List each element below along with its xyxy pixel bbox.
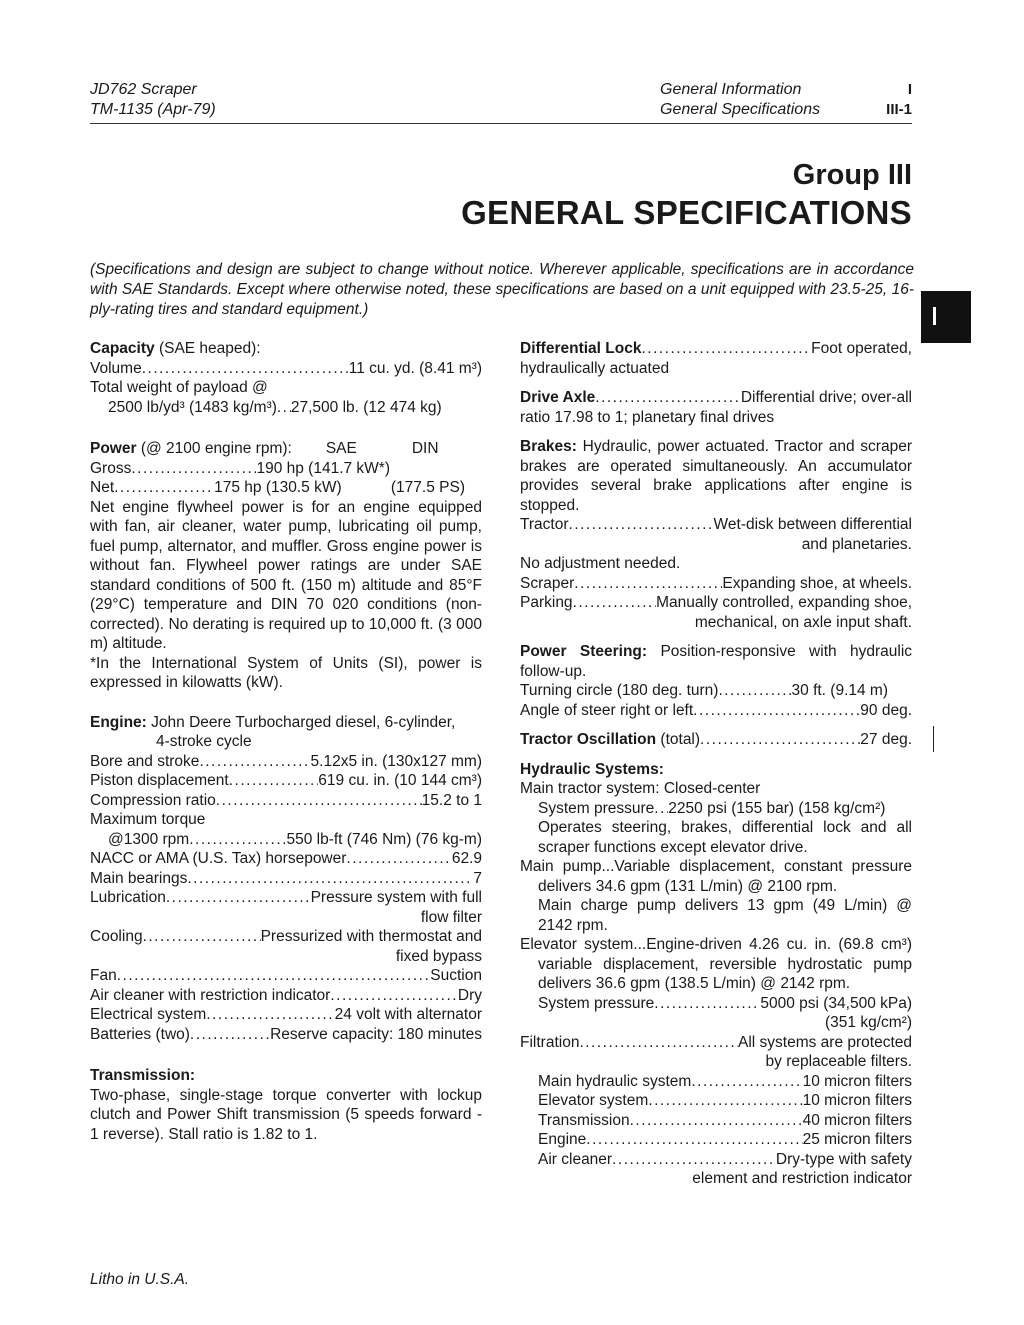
brakes-adjust-note: No adjustment needed. <box>520 555 681 572</box>
hydraulics-heading: Hydraulic Systems: <box>520 760 664 778</box>
main-pump: Main pump...Variable displacement, constant pressure delivers 34.6 gpm (131 L/min) @ 2100 rpm. <box>520 858 912 895</box>
filter-row: Engine ..... 25 micron filters <box>520 1130 912 1150</box>
spec-row-steer-angle: Angle of steer right or left ..... 90 deg. <box>520 701 912 721</box>
power-footnote: *In the International System of Units (SI), power is expressed in kilowatts (kW). <box>90 654 482 691</box>
spec-row-torque: @1300 rpm ..... 550 lb-ft (746 Nm) (76 kg-m) <box>90 830 482 850</box>
power-heading: Power (@ 2100 engine rpm): SAE DIN <box>90 440 439 457</box>
spec-row-fan: Fan ..... Suction <box>90 966 482 986</box>
section-number: I <box>907 81 912 98</box>
differential-value-cont: hydraulically actuated <box>520 359 670 377</box>
spec-row-batteries: Batteries (two) ..... Reserve capacity: 180 minutes <box>90 1025 482 1045</box>
section-name: General Information <box>660 81 802 98</box>
col-sae: SAE <box>325 440 357 457</box>
payload-label: Total weight of payload @ <box>90 379 268 396</box>
spec-row-displacement: Piston displacement ..... 619 cu. in. (10 144 cm³) <box>90 771 482 791</box>
intro-paragraph: (Specifications and design are subject to change without notice. Wherever applicable, specifications are in accordance with SAE Standards. Except where otherwise noted, these specifications are based on a unit equipped with 23.5-25, 16-ply-rating tires and standard equipment.) <box>90 261 914 318</box>
col-din: DIN <box>411 440 439 457</box>
spec-row-net: Net ..... 175 hp (130.5 kW) (177.5 PS) <box>90 478 465 498</box>
spec-row-parking-brake: Parking ..... Manually controlled, expanding shoe, <box>520 593 912 613</box>
right-column <box>520 339 912 1189</box>
spec-row-tractor-brakes: Tractor ..... Wet-disk between differential <box>520 515 912 535</box>
spec-row-elevator-pressure: System pressure ..... 5000 psi (34,500 kPa) <box>520 994 912 1014</box>
header-divider <box>90 123 912 124</box>
header-left <box>90 80 216 120</box>
filter-row: Air cleaner ..... Dry-type with safety <box>520 1150 912 1170</box>
model-name: JD762 Scraper <box>90 81 197 98</box>
spec-row-drive-axle: Drive Axle ..... Differential drive; over-all <box>520 388 912 408</box>
spec-row-lubrication: Lubrication ..... Pressure system with full <box>90 888 482 908</box>
spec-row-air-cleaner: Air cleaner with restriction indicator ..... Dry <box>90 986 482 1006</box>
filter-row: Transmission ..... 40 micron filters <box>520 1111 912 1131</box>
engine-desc: 4-stroke cycle <box>156 733 252 750</box>
parking-brake-cont: mechanical, on axle input shaft. <box>694 613 912 631</box>
lubrication-value-cont: flow filter <box>420 908 482 926</box>
capacity-heading: Capacity (SAE heaped): <box>90 340 261 357</box>
power-note: Net engine flywheel power is for an engine equipped with fan, air cleaner, water pump, lubricating oil pump, fuel pump, alternator, and muffler. Gross engine power is without fan. Flywheel power ratings are under SAE standard conditions of 500 ft. (150 m) altitude and 85°F (29°C) temperature and DIN 70 020 conditions (non-corrected). No derating is required up to 10,000 ft. (3 000 m) altitude. <box>90 498 482 652</box>
spec-row-turning-circle: Turning circle (180 deg. turn) ..... 30 ft. (9.14 m) <box>520 681 912 701</box>
spec-row-oscillation: Tractor Oscillation (total) ..... 27 deg. <box>520 730 912 750</box>
spec-row-gross: Gross ..... 190 hp (141.7 kW*) <box>90 459 390 479</box>
tractor-brakes-cont: and planetaries. <box>801 535 912 553</box>
change-bar <box>933 726 934 752</box>
filtration-cont: by replaceable filters. <box>765 1053 912 1070</box>
spec-row-system-pressure: System pressure ..... 2250 psi (155 bar) (158 kg/cm²) <box>520 799 912 819</box>
steering-desc: Power Steering: Position-responsive with hydraulic follow-up. <box>520 643 913 680</box>
spec-row-differential-lock: Differential Lock ..... Foot operated, <box>520 339 912 359</box>
spec-row-filtration: Filtration ..... All systems are protected <box>520 1033 912 1053</box>
spec-row-bore: Bore and stroke ..... 5.12x5 in. (130x127 mm) <box>90 752 482 772</box>
page-title: GENERAL SPECIFICATIONS <box>461 194 912 231</box>
air-cleaner-filter-cont: element and restriction indicator <box>692 1170 912 1187</box>
section-tab-marker <box>921 291 971 343</box>
spec-row-nacc: NACC or AMA (U.S. Tax) horsepower ..... 62.9 <box>90 849 482 869</box>
transmission-desc: Two-phase, single-stage torque converter with lockup clutch and Power Shift transmission (5 speeds forward - 1 reverse). Stall ratio is 1.82 to 1. <box>90 1086 482 1143</box>
subsection-name: General Specifications <box>660 101 821 118</box>
filter-row: Main hydraulic system ..... 10 micron filters <box>520 1072 912 1092</box>
header-right <box>660 80 820 120</box>
header-page-numbers <box>870 80 912 120</box>
spec-row-scraper-brakes: Scraper ..... Expanding shoe, at wheels. <box>520 574 912 594</box>
transmission-heading: Transmission: <box>90 1067 196 1084</box>
spec-row-volume: Volume ..... 11 cu. yd. (8.41 m³) <box>90 359 482 379</box>
spec-row-payload: 2500 lb/yd³ (1483 kg/m³) ..... 27,500 lb. (12 474 kg) <box>90 398 482 418</box>
group-title: Group III <box>792 159 912 191</box>
elevator-pressure-cont: (351 kg/cm²) <box>825 1014 912 1031</box>
spec-row-electrical: Electrical system ..... 24 volt with alternator <box>90 1005 482 1025</box>
main-tractor-system: Main tractor system: Closed-center <box>520 780 761 797</box>
elevator-system: Elevator system...Engine-driven 4.26 cu. in. (69.8 cm³) variable displacement, reversible hydrostatic pump delivers 36.6 gpm (138.5 L/min) @ 2142 rpm. <box>520 936 912 992</box>
footer-print-note: Litho in U.S.A. <box>90 1271 190 1288</box>
cooling-value-cont: fixed bypass <box>395 947 482 965</box>
left-column <box>90 339 482 1144</box>
spec-row-compression: Compression ratio ..... 15.2 to 1 <box>90 791 482 811</box>
filter-row: Elevator system ..... 10 micron filters <box>520 1091 912 1111</box>
charge-pump: Main charge pump delivers 13 gpm (49 L/min) @ 2142 rpm. <box>538 897 912 934</box>
spec-row-cooling: Cooling ..... Pressurized with thermostat and <box>90 927 482 947</box>
brakes-desc: Brakes: Hydraulic, power actuated. Tractor and scraper brakes are operated simultaneously. An accumulator provides several brake applications after engine is stopped. <box>520 438 912 514</box>
tab-marker-glyph <box>933 307 936 325</box>
spec-row-bearings: Main bearings ..... 7 <box>90 869 482 889</box>
torque-label: Maximum torque <box>90 811 206 828</box>
drive-axle-value-cont: ratio 17.98 to 1; planetary final drives <box>520 408 775 426</box>
page-number: III-1 <box>886 101 912 118</box>
engine-heading: Engine: John Deere Turbocharged diesel, 6-cylinder, <box>90 713 456 731</box>
manual-number: TM-1135 (Apr-79) <box>90 101 216 118</box>
hydraulics-operates: Operates steering, brakes, differential lock and all scraper functions except elevator drive. <box>538 819 912 856</box>
